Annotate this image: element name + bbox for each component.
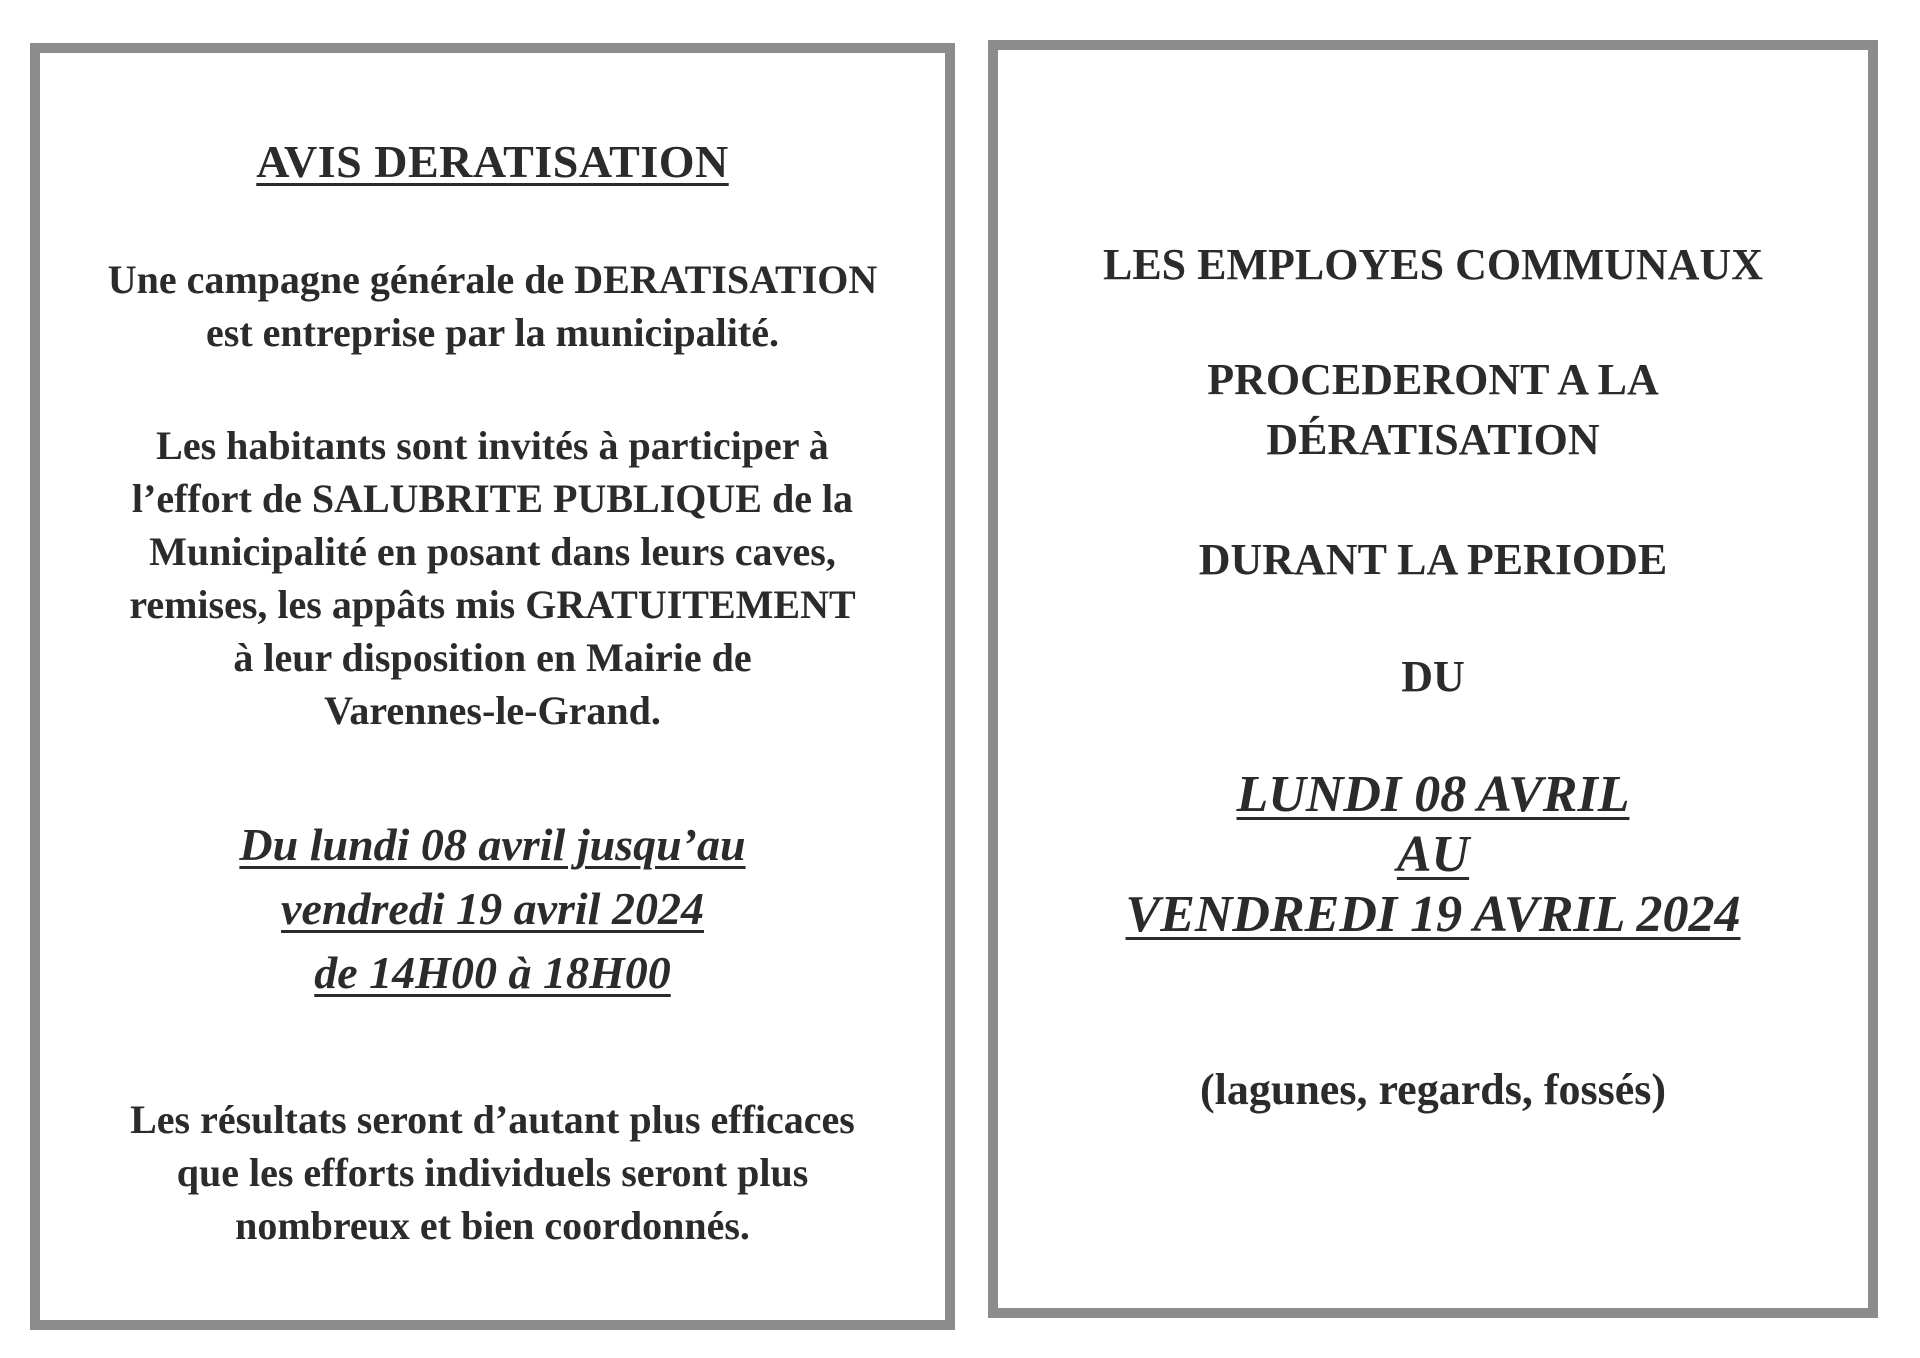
footer-line-1: Les résultats seront d’autant plus efficaces <box>130 1097 855 1142</box>
left-notice-panel <box>30 43 955 1330</box>
body-line-3: Municipalité en posant dans leurs caves, <box>149 529 836 574</box>
intro-line-1: Une campagne générale de DERATISATION <box>107 257 878 302</box>
dates-line-1: Du lundi 08 avril jusqu’au <box>239 819 746 870</box>
from-label: DU <box>1401 652 1465 701</box>
body-line-5: à leur disposition en Mairie de <box>233 635 752 680</box>
body-line-4: remises, les appâts mis GRATUITEMENT <box>129 582 856 627</box>
date-connector: AU <box>1396 826 1470 883</box>
intro-line-2: est entreprise par la municipalité. <box>206 310 779 355</box>
action-line-1: PROCEDERONT A LA <box>1207 355 1659 404</box>
notice-title: AVIS DERATISATION <box>256 136 729 187</box>
body-line-6: Varennes-le-Grand. <box>324 688 661 733</box>
footer-line-3: nombreux et bien coordonnés. <box>235 1203 750 1248</box>
body-line-1: Les habitants sont invités à participer à <box>156 423 829 468</box>
end-date: VENDREDI 19 AVRIL 2024 <box>1125 886 1741 943</box>
locations-note: (lagunes, regards, fossés) <box>1199 1065 1667 1114</box>
body-line-2: l’effort de SALUBRITE PUBLIQUE de la <box>131 476 854 521</box>
right-notice-panel <box>988 40 1878 1318</box>
start-date: LUNDI 08 AVRIL <box>1236 766 1630 823</box>
dates-line-2: vendredi 19 avril 2024 <box>281 883 704 934</box>
period-label: DURANT LA PERIODE <box>1198 535 1668 584</box>
employees-heading: LES EMPLOYES COMMUNAUX <box>1102 240 1764 289</box>
dates-line-3: de 14H00 à 18H00 <box>314 947 671 998</box>
footer-line-2: que les efforts individuels seront plus <box>176 1150 809 1195</box>
action-line-2: DÉRATISATION <box>1266 415 1600 464</box>
